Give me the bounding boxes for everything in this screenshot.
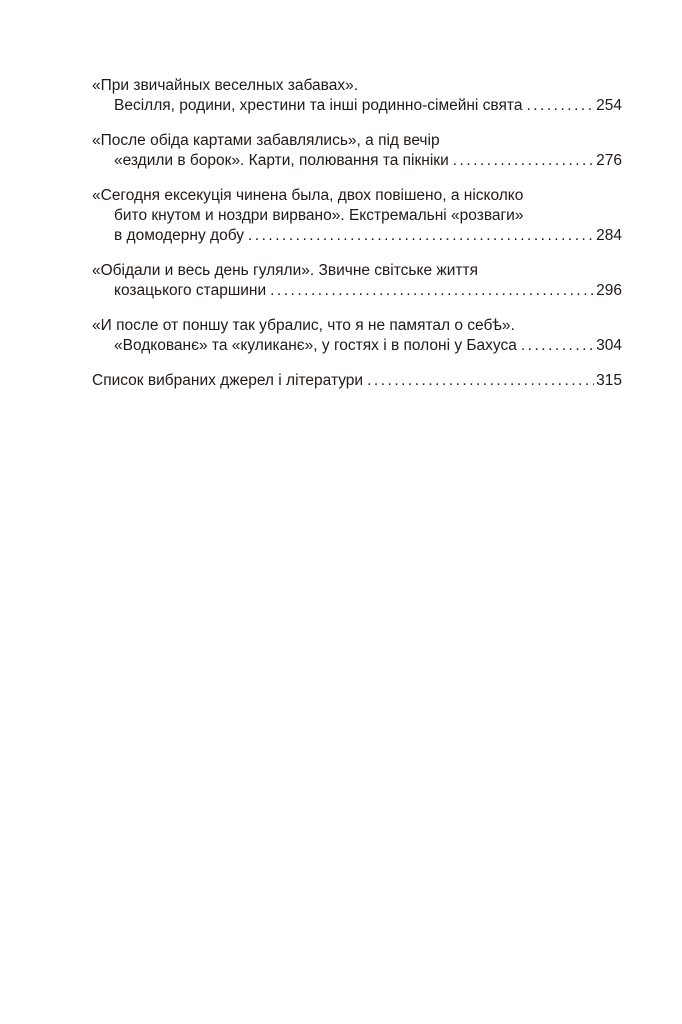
page-number: 296: [596, 282, 622, 299]
toc-entry-title-line: бито кнутом и ноздри вирвано». Екстремальні «розваги»: [114, 207, 524, 224]
toc-entry-final-line: [92, 336, 622, 356]
page-number: 315: [596, 372, 622, 389]
toc-entry-title-line: «ездили в борок». Карти, полювання та пікніки: [114, 152, 449, 169]
toc-entry-final-line: [92, 151, 622, 171]
dot-leader: [367, 371, 594, 391]
dot-leader: [526, 96, 594, 116]
toc-entry-final-line: [92, 371, 622, 391]
toc-entry-title-line: Список вибраних джерел і літератури: [92, 372, 364, 389]
dot-leader: [270, 281, 594, 301]
page-number: 284: [596, 227, 622, 244]
toc-entry: [92, 186, 622, 246]
toc-entry-title-line: «Водкованє» та «куликанє», у гостях і в полоні у Бахуса: [114, 337, 517, 354]
toc-entry: [92, 131, 622, 171]
toc-entry-title-line: козацького старшини: [114, 282, 267, 299]
toc-entry-title-line: «Сегодня ексекуція чинена была, двох повішено, а нісколко: [92, 187, 524, 204]
toc-entry-final-line: [92, 96, 622, 116]
dot-leader: [453, 151, 594, 171]
toc-entry: [92, 76, 622, 116]
dot-leader: [248, 226, 594, 246]
toc-entry-title-line: «Обідали и весь день гуляли». Звичне світське життя: [92, 262, 478, 279]
toc-entry: [92, 261, 622, 301]
toc-entry-title-line: «И после от поншу так убралис, что я не памятал о себѣ».: [92, 317, 515, 334]
toc-entry: [92, 371, 622, 391]
page-number: 276: [596, 152, 622, 169]
toc-entry-title-line: Весілля, родини, хрестини та інші родинно-сімейні свята: [114, 97, 523, 114]
toc-entry-title-line: в домодерну добу: [114, 227, 244, 244]
toc-entry-final-line: [92, 226, 622, 246]
toc-entry-title-line: «При звичайных веселных забавах».: [92, 77, 359, 94]
page-number: 304: [596, 337, 622, 354]
table-of-contents: [92, 76, 622, 406]
page-number: 254: [596, 97, 622, 114]
toc-entry: [92, 316, 622, 356]
toc-entry-final-line: [92, 281, 622, 301]
toc-entry-title-line: «После обіда картами забавлялись», а під вечір: [92, 132, 440, 149]
dot-leader: [521, 336, 594, 356]
